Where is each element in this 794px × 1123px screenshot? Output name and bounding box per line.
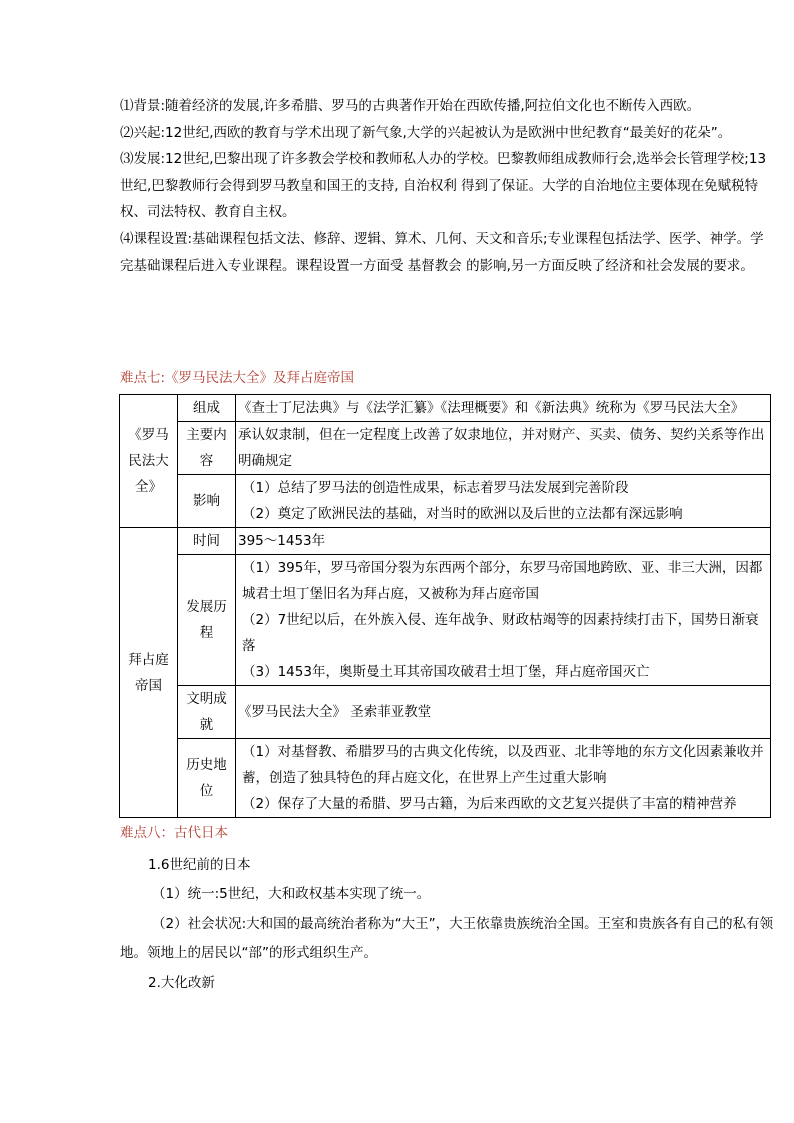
japan-section bbox=[120, 851, 776, 998]
row-label: 发展历程 bbox=[178, 555, 236, 686]
paragraph-society: （2）社会状况:大和国的最高统治者称为“大王”，大王依靠贵族统治全国。王室和贵族各有自己的私有领地。领地上的居民以“部”的形式组织生产。 bbox=[120, 915, 774, 962]
content-line: 承认奴隶制，但在一定程度上改善了奴隶地位，并对财产、买卖、债务、契约关系等作出明确规定 bbox=[238, 427, 765, 469]
content-line: （2）7世纪以后，在外族入侵、连年战争、财政枯竭等的因素持续打击下，国势日渐衰落 bbox=[242, 612, 759, 654]
paragraph-rise: ⑵兴起:12世纪,西欧的教育与学术出现了新气象,大学的兴起被认为是欧洲中世纪教育“最美好的花朵”。 bbox=[120, 124, 732, 141]
table-row bbox=[120, 686, 771, 739]
row-content bbox=[236, 739, 771, 818]
subheading-pre-6th-century: 1.6世纪前的日本 bbox=[148, 857, 251, 873]
section-roman-law: 《罗马民法大全》 bbox=[120, 395, 178, 528]
content-line: （1）对基督教、希腊罗马的古典文化传统，以及西亚、北非等地的东方文化因素兼收并蓄，创造了独具特色的拜占庭文化，在世界上产生过重大影响 bbox=[242, 744, 764, 786]
row-label: 文明成就 bbox=[178, 686, 236, 739]
row-content bbox=[236, 475, 771, 528]
row-label: 影响 bbox=[178, 475, 236, 528]
paragraph-background: ⑴背景:随着经济的发展,许多希腊、罗马的古典著作开始在西欧传播,阿拉伯文化也不断传入西欧。 bbox=[120, 98, 701, 114]
table-row bbox=[120, 528, 771, 555]
paragraph-unification: （1）统一:5世纪，大和政权基本实现了统一。 bbox=[152, 886, 431, 903]
table-row bbox=[120, 395, 771, 422]
row-content bbox=[236, 395, 771, 422]
paragraph-development: ⑶发展:12世纪,巴黎出现了许多教会学校和教师私人办的学校。巴黎教师组成教师行会,选举会长管理学校;13世纪,巴黎教师行会得到罗马教皇和国王的支持, 自治权利 得到了保证。大学的自治地位主要体现在免赋税特权、司法特权、教育自主权。 bbox=[120, 151, 767, 221]
content-line: （1）总结了罗马法的创造性成果，标志着罗马法发展到完善阶段 bbox=[242, 480, 629, 496]
row-label: 组成 bbox=[178, 395, 236, 422]
heading-difficulty-8: 难点八：古代日本 bbox=[120, 825, 228, 841]
table-row bbox=[120, 422, 771, 475]
content-line: 395～1453年 bbox=[238, 533, 326, 549]
content-line: （2）保存了大量的希腊、罗马古籍，为后来西欧的文艺复兴提供了丰富的精神营养 bbox=[242, 796, 737, 812]
content-line: （3）1453年，奥斯曼土耳其帝国攻破君士坦丁堡，拜占庭帝国灭亡 bbox=[242, 664, 650, 680]
row-label: 历史地位 bbox=[178, 739, 236, 818]
section-byzantine: 拜占庭帝国 bbox=[120, 528, 178, 818]
row-label: 时间 bbox=[178, 528, 236, 555]
heading-difficulty-7: 难点七:《罗马民法大全》及拜占庭帝国 bbox=[120, 370, 355, 386]
paragraph-curriculum: ⑷课程设置:基础课程包括文法、修辞、逻辑、算术、几何、天文和音乐;专业课程包括法学、医学、神学。学完基础课程后进入专业课程。课程设置一方面受 基督教会 的影响,另一方面反映了经济和社会发展的要求。 bbox=[120, 230, 764, 274]
table-row bbox=[120, 475, 771, 528]
row-content bbox=[236, 555, 771, 686]
content-line: 《罗马民法大全》 圣索菲亚教堂 bbox=[238, 704, 432, 720]
summary-table bbox=[119, 394, 771, 818]
university-section bbox=[120, 93, 776, 279]
content-line: 《查士丁尼法典》与《法学汇纂》《法理概要》和《新法典》统称为《罗马民法大全》 bbox=[238, 400, 745, 416]
table-row bbox=[120, 555, 771, 686]
content-line: （1）395年，罗马帝国分裂为东西两个部分，东罗马帝国地跨欧、亚、非三大洲，因都城君士坦丁堡旧名为拜占庭，又被称为拜占庭帝国 bbox=[242, 560, 763, 602]
row-content bbox=[236, 422, 771, 475]
subheading-taika-reform: 2.大化改新 bbox=[148, 974, 215, 991]
row-content bbox=[236, 528, 771, 555]
row-label: 主要内容 bbox=[178, 422, 236, 475]
content-line: （2）奠定了欧洲民法的基础，对当时的欧洲以及后世的立法都有深远影响 bbox=[242, 506, 683, 522]
table-row bbox=[120, 739, 771, 818]
row-content bbox=[236, 686, 771, 739]
